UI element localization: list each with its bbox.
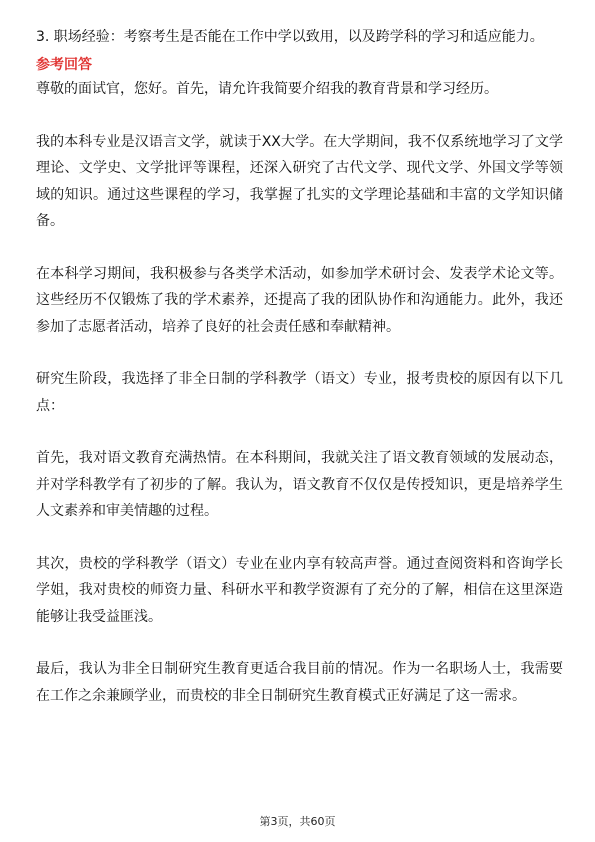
answer-label: 参考回答 — [36, 57, 92, 73]
answer-paragraph: 其次，贵校的学科教学（语文）专业在业内享有较高声誉。通过查阅资料和咨询学长学姐，我对贵校的师资力量、科研水平和教学资源有了充分的了解，相信在这里深造能够让我受益匪浅。 — [36, 555, 563, 625]
answer-body — [36, 76, 563, 709]
answer-paragraph: 在本科学习期间，我积极参与各类学术活动，如参加学术研讨会、发表学术论文等。这些经历不仅锻炼了我的学术素养，还提高了我的团队协作和沟通能力。此外，我还参加了志愿者活动，培养了良好的社会责任感和奉献精神。 — [36, 265, 563, 335]
answer-paragraph: 最后，我认为非全日制研究生教育更适合我目前的情况。作为一名职场人士，我需要在工作之余兼顾学业，而贵校的非全日制研究生教育模式正好满足了这一需求。 — [36, 661, 563, 704]
answer-paragraph: 我的本科专业是汉语言文学，就读于XX大学。在大学期间，我不仅系统地学习了文学理论、文学史、文学批评等课程，还深入研究了古代文学、现代文学、外国文学等领域的知识。通过这些课程的学习，我掌握了扎实的文学理论基础和丰富的文学知识储备。 — [36, 133, 563, 229]
answer-paragraph: 尊敬的面试官，您好。首先，请允许我简要介绍我的教育背景和学习经历。 — [36, 81, 498, 97]
answer-paragraph: 研究生阶段，我选择了非全日制的学科教学（语文）专业，报考贵校的原因有以下几点： — [36, 371, 563, 414]
document-page — [36, 26, 563, 735]
page-number-footer: 第3页，共60页 — [259, 815, 336, 828]
question-text: 3. 职场经验：考察考生是否能在工作中学以致用，以及跨学科的学习和适应能力。 — [36, 29, 544, 45]
answer-paragraph: 首先，我对语文教育充满热情。在本科期间，我就关注了语文教育领域的发展动态，并对学科教学有了初步的了解。我认为，语文教育不仅仅是传授知识，更是培养学生人文素养和审美情趣的过程。 — [36, 450, 563, 519]
